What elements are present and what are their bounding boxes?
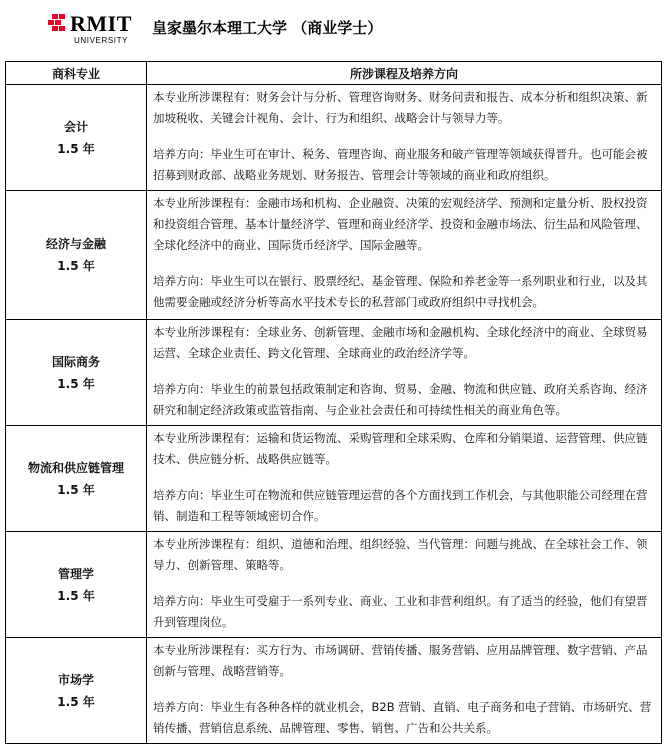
rmit-pixel-mark-icon	[48, 12, 68, 32]
courses-text: 本专业所涉课程有：财务会计与分析、管理咨询财务、财务问责和报告、成本分析和组织决策、新加坡税收、关键会计视角、会计、行为和组织、战略会计与领导力等。	[153, 90, 648, 125]
table-row	[6, 532, 662, 638]
major-name: 管理学	[57, 566, 94, 581]
major-duration: 1.5 年	[57, 259, 95, 273]
courses-text: 本专业所涉课程有：全球业务、创新管理、金融市场和金融机构、全球化经济中的商业、全球贸易运营、全球企业责任、跨文化管理、全球商业的政治经济学等。	[153, 325, 648, 360]
logo-wordmark: RMIT	[70, 11, 132, 36]
logo-subtext: UNIVERSITY	[74, 36, 129, 45]
major-duration: 1.5 年	[57, 482, 95, 497]
page-header	[0, 0, 667, 58]
programs-table	[5, 61, 662, 744]
table-row	[6, 85, 662, 191]
courses-text: 本专业所涉课程有：金融市场和机构、企业融资、决策的宏观经济学、预测和定量分析、股权投资和投资组合管理、基本计量经济学、管理和商业经济学、投资和金融市场法、衍生品和风险管理、全球化经济中的商业、国际货币经济学、国际金融等。	[153, 196, 648, 252]
description-cell	[147, 426, 662, 532]
major-duration: 1.5 年	[57, 694, 95, 709]
courses-text: 本专业所涉课程有：组织、道德和治理、组织经验、当代管理：问题与挑战、在全球社会工作、领导力、创新管理、策略等。	[153, 537, 648, 572]
courses-text: 本专业所涉课程有：运输和货运物流、采购管理和全球采购、仓库和分销渠道、运营管理、供应链技术、供应链分析、战略供应链等。	[153, 431, 648, 466]
table-row	[6, 191, 662, 320]
table-row	[6, 638, 662, 744]
direction-text: 培养方向：毕业生的前景包括政策制定和咨询、贸易、金融、物流和供应链、政府关系咨询、经济研究和制定经济政策或监管指南、与企业社会责任和可持续性相关的商业角色等。	[153, 382, 648, 417]
column-header-major: 商科专业	[6, 62, 147, 85]
table-row	[6, 320, 662, 426]
major-name: 经济与金融	[45, 237, 106, 251]
direction-text: 培养方向：毕业生有各种各样的就业机会，B2B 营销、直销、电子商务和电子营销、市场研究、营销传播、营销信息系统、品牌管理、零售、销售、广告和公共关系。	[153, 700, 652, 735]
direction-text: 培养方向：毕业生可以在银行、股票经纪、基金管理、保险和养老金等一系列职业和行业，以及其他需要金融或经济分析等高水平技术专长的私营部门或政府组织中寻找机会。	[153, 274, 648, 309]
major-duration: 1.5 年	[57, 588, 95, 603]
table-header-row	[6, 62, 662, 85]
major-cell	[6, 426, 147, 532]
major-cell	[6, 532, 147, 638]
column-header-courses: 所涉课程及培养方向	[147, 62, 662, 85]
direction-text: 培养方向：毕业生可在物流和供应链管理运营的各个方面找到工作机会，与其他职能公司经理在营销、制造和工程等领域密切合作。	[153, 488, 648, 523]
major-duration: 1.5 年	[57, 376, 95, 391]
description-cell	[147, 85, 662, 191]
major-duration: 1.5 年	[57, 141, 95, 156]
major-cell	[6, 191, 147, 320]
major-name: 国际商务	[51, 354, 100, 369]
major-cell	[6, 320, 147, 426]
major-name: 会计	[63, 119, 88, 134]
major-name: 物流和供应链管理	[27, 460, 124, 475]
page-title: 皇家墨尔本理工大学 （商业学士）	[152, 19, 383, 37]
courses-text: 本专业所涉课程有：买方行为、市场调研、营销传播、服务营销、应用品牌管理、数字营销、产品创新与管理、战略营销等。	[153, 643, 648, 678]
table-row	[6, 426, 662, 532]
description-cell	[147, 638, 662, 744]
direction-text: 培养方向：毕业生可在审计、税务、管理咨询、商业服务和破产管理等领域获得晋升。也可能会被招募到财政部、战略业务规划、财务报告、管理会计等领域的商业和政府组织。	[153, 147, 648, 182]
major-cell	[6, 85, 147, 191]
description-cell	[147, 191, 662, 320]
description-cell	[147, 532, 662, 638]
major-cell	[6, 638, 147, 744]
major-name: 市场学	[57, 672, 94, 687]
description-cell	[147, 320, 662, 426]
direction-text: 培养方向：毕业生可受雇于一系列专业、商业、工业和非营利组织。有了适当的经验，他们有望晋升到管理岗位。	[153, 594, 648, 629]
rmit-logo	[48, 12, 134, 46]
